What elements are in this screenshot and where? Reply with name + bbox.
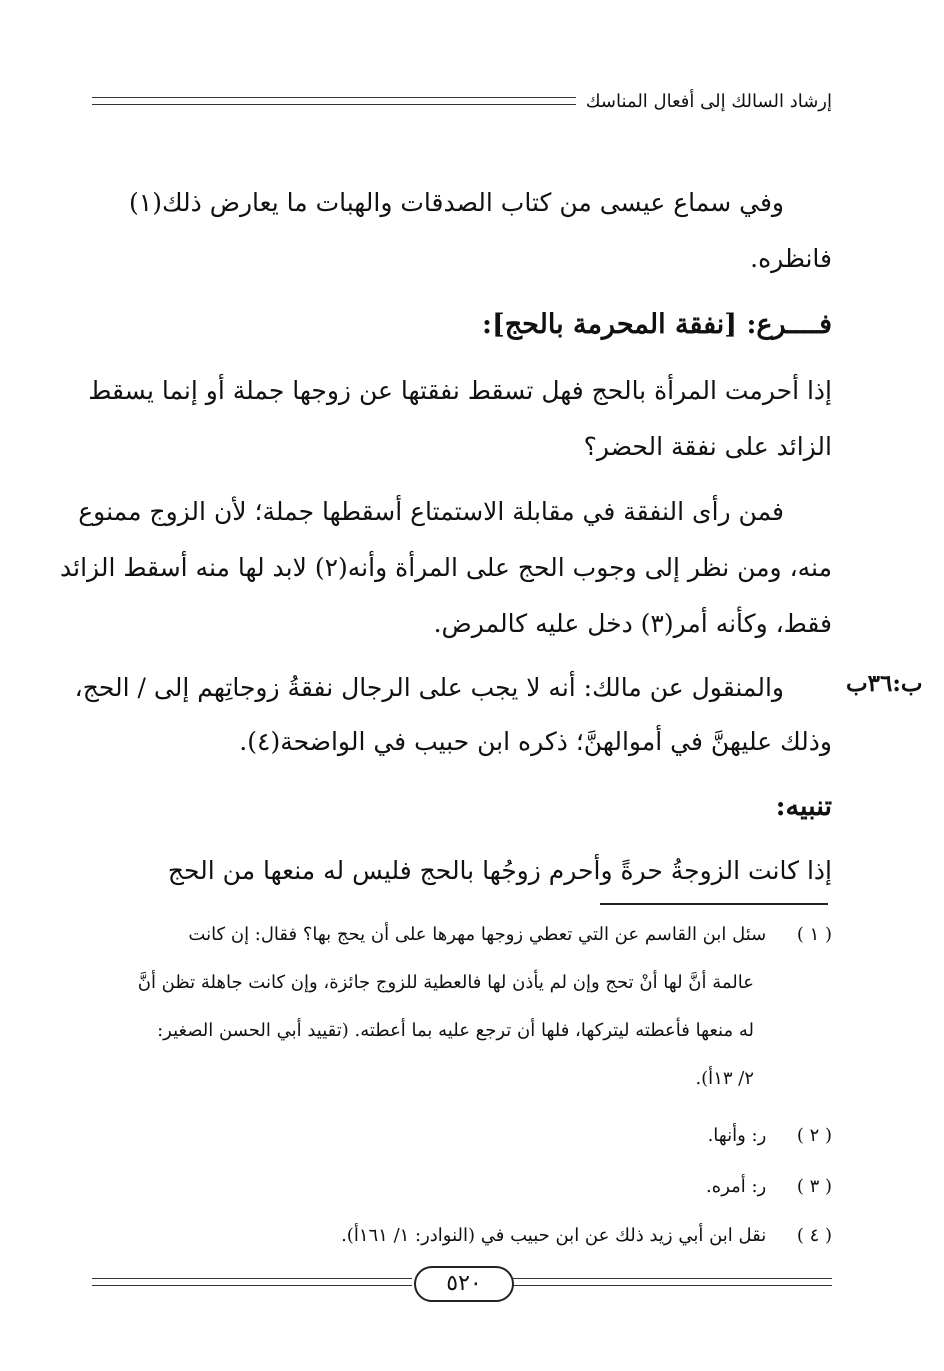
footer-rule-left xyxy=(92,1278,412,1286)
footnote-text: ر: وأنها. xyxy=(707,1125,767,1146)
body-line-1: وفي سماع عيسى من كتاب الصدقات والهبات ما يعارض ذلك(١) xyxy=(129,188,784,217)
body-line-6: منه، ومن نظر إلى وجوب الحج على المرأة وأنه(٢) لابد لها منه أسقط الزائد xyxy=(60,553,832,582)
body-line-3: إذا أحرمت المرأة بالحج فهل تسقط نفقتها عن زوجها جملة أو إنما يسقط xyxy=(88,376,832,405)
footnote-1-line-2: عالمة أنَّ لها أنْ تحج وإن لم يأذن لها فالعطية للزوج جائزة، وإن كانت جاهلة تظن أنَّ xyxy=(137,972,754,993)
body-line-7: فقط، وكأنه أمر(٣) دخل عليه كالمرض. xyxy=(433,609,832,638)
footnote-text: ر: أمره. xyxy=(706,1176,767,1197)
footnote-3 xyxy=(92,1172,832,1202)
body-line-2: فانظره. xyxy=(750,244,832,273)
footer-rule-right xyxy=(512,1278,832,1286)
body-line-5: فمن رأى النفقة في مقابلة الاستمتاع أسقطها جملة؛ لأن الزوج ممنوع xyxy=(78,497,784,526)
note-heading: تنبيه: xyxy=(775,791,832,822)
footnote-1 xyxy=(92,920,832,950)
header-rule xyxy=(92,97,576,105)
footnote-number: ( ٤ ) xyxy=(796,1225,832,1246)
section-heading: فــــرع: [نفقة المحرمة بالحج]: xyxy=(482,309,832,340)
footnote-rule xyxy=(600,903,828,905)
footnote-2 xyxy=(92,1121,832,1151)
body-line-4: الزائد على نفقة الحضر؟ xyxy=(583,432,832,461)
footnote-number: ( ٢ ) xyxy=(796,1125,832,1146)
body-line-9: وذلك عليهنَّ في أموالهنَّ؛ ذكره ابن حبيب في الواضحة(٤). xyxy=(239,727,832,756)
footnote-number: ( ١ ) xyxy=(796,924,832,945)
footnote-text: سئل ابن القاسم عن التي تعطي زوجها مهرها على أن يحج بها؟ فقال: إن كانت xyxy=(188,924,767,945)
header-title: إرشاد السالك إلى أفعال المناسك xyxy=(585,90,832,112)
footnote-1-line-4: ٢/ ١٣أ). xyxy=(695,1068,754,1089)
body-line-8: والمنقول عن مالك: أنه لا يجب على الرجال نفقةُ زوجاتِهم إلى / الحج، xyxy=(74,673,784,702)
page-number: ٥٢٠ xyxy=(414,1266,514,1302)
footnote-text: نقل ابن أبي زيد ذلك عن ابن حبيب في (النوادر: ١/ ١٦١أ). xyxy=(341,1225,767,1246)
running-header xyxy=(92,86,832,116)
manuscript-folio-note: ب:٣٦ب xyxy=(846,670,923,697)
footnote-1-line-3: له منعها فأعطته ليتركها، فلها أن ترجع عليه بما أعطته. (تقييد أبي الحسن الصغير: xyxy=(157,1020,754,1041)
page-footer xyxy=(92,1266,832,1302)
body-line-10: إذا كانت الزوجةُ حرةً وأحرم زوجُها بالحج فليس له منعها من الحج xyxy=(167,856,832,885)
footnote-number: ( ٣ ) xyxy=(796,1176,832,1197)
footnote-4 xyxy=(92,1221,832,1251)
